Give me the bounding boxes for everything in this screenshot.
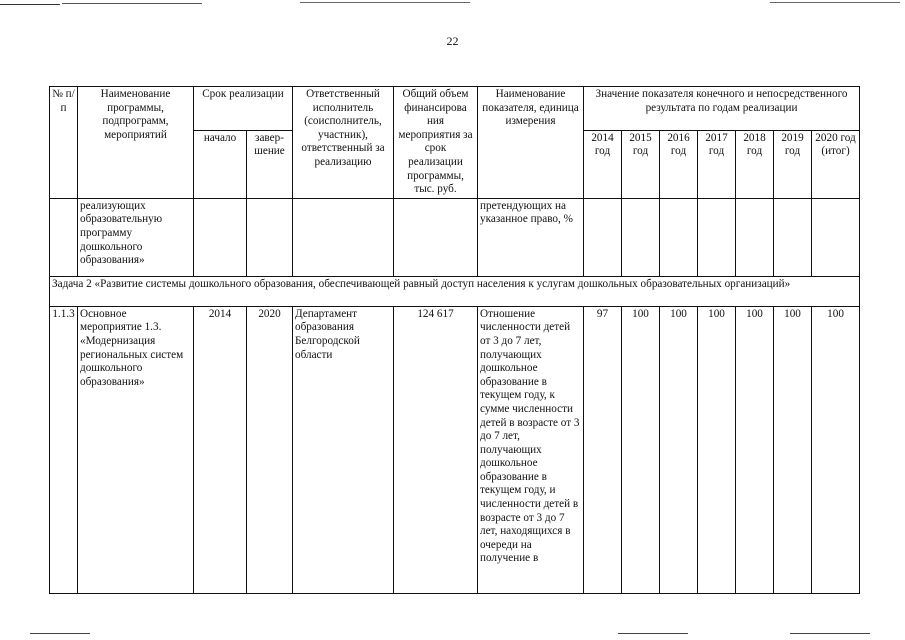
cell-indicator: Отношение численности детей от 3 до 7 лет, получающих дошкольное образование в текущем году, к сумме численности детей в возрасте от 3 до 7 лет, получающих дошкольное образование в текущем году, и численности детей в возрасте от 3 до 7 лет, находящихся в очереди на получение в — [478, 306, 584, 593]
scan-artifact-line — [770, 2, 900, 3]
header-year: 2016 год — [660, 130, 698, 198]
header-name: Наименование программы, подпрограмм, мероприятий — [78, 87, 194, 199]
header-period-start: начало — [194, 130, 247, 198]
cell-value: 100 — [660, 306, 698, 593]
cell-value: 100 — [698, 306, 736, 593]
table-row — [50, 198, 860, 276]
cell-value: 100 — [812, 306, 860, 593]
header-year: 2018 год — [736, 130, 774, 198]
header-year: 2015 год — [622, 130, 660, 198]
footer-rule — [30, 633, 90, 634]
cell-financing: 124 617 — [394, 306, 478, 593]
cell-name: Основное мероприятие 1.3. «Модернизация региональных систем дошкольного образования» — [78, 306, 194, 593]
cell-responsible: Департамент образования Белгородской области — [293, 306, 394, 593]
header-responsible: Ответственный исполнитель (соисполнитель, участник), ответственный за реализацию — [293, 87, 394, 199]
cell-num: 1.1.3 — [50, 306, 78, 593]
table-row — [50, 306, 860, 593]
cell-value: 100 — [736, 306, 774, 593]
header-year: 2019 год — [774, 130, 812, 198]
cell-indicator: претендующих на указанное право, % — [478, 198, 584, 276]
header-year: 2014 год — [584, 130, 622, 198]
scan-artifact-line — [62, 3, 202, 4]
task-text: Задача 2 «Развитие системы дошкольного образования, обеспечивающей равный доступ населения к услугам дошкольных образовательных организаций» — [50, 276, 860, 306]
footer-rule — [618, 633, 688, 634]
header-period-end: завер-шение — [247, 130, 293, 198]
header-period: Срок реализации — [194, 87, 293, 131]
cell-name: реализующих образовательную программу дошкольного образования» — [78, 198, 194, 276]
task-row — [50, 276, 860, 306]
header-num: № п/п — [50, 87, 78, 199]
header-indicator: Наименование показателя, единица измерения — [478, 87, 584, 199]
footer-rule — [790, 633, 870, 634]
scan-artifact-line — [0, 4, 60, 5]
header-financing: Общий объем финансирова ния мероприятия за срок реализации программы, тыс. руб. — [394, 87, 478, 199]
cell-start: 2014 — [194, 306, 247, 593]
cell-end: 2020 — [247, 306, 293, 593]
page-number: 22 — [446, 34, 459, 48]
header-year: 2017 год — [698, 130, 736, 198]
cell-value: 97 — [584, 306, 622, 593]
header-row — [50, 87, 860, 131]
cell-value: 100 — [622, 306, 660, 593]
cell-value: 100 — [774, 306, 812, 593]
scan-artifact-line — [300, 2, 470, 3]
header-values-title: Значение показателя конечного и непосредственного результата по годам реализации — [584, 87, 860, 131]
program-table — [49, 86, 860, 594]
header-year: 2020 год (итог) — [812, 130, 860, 198]
